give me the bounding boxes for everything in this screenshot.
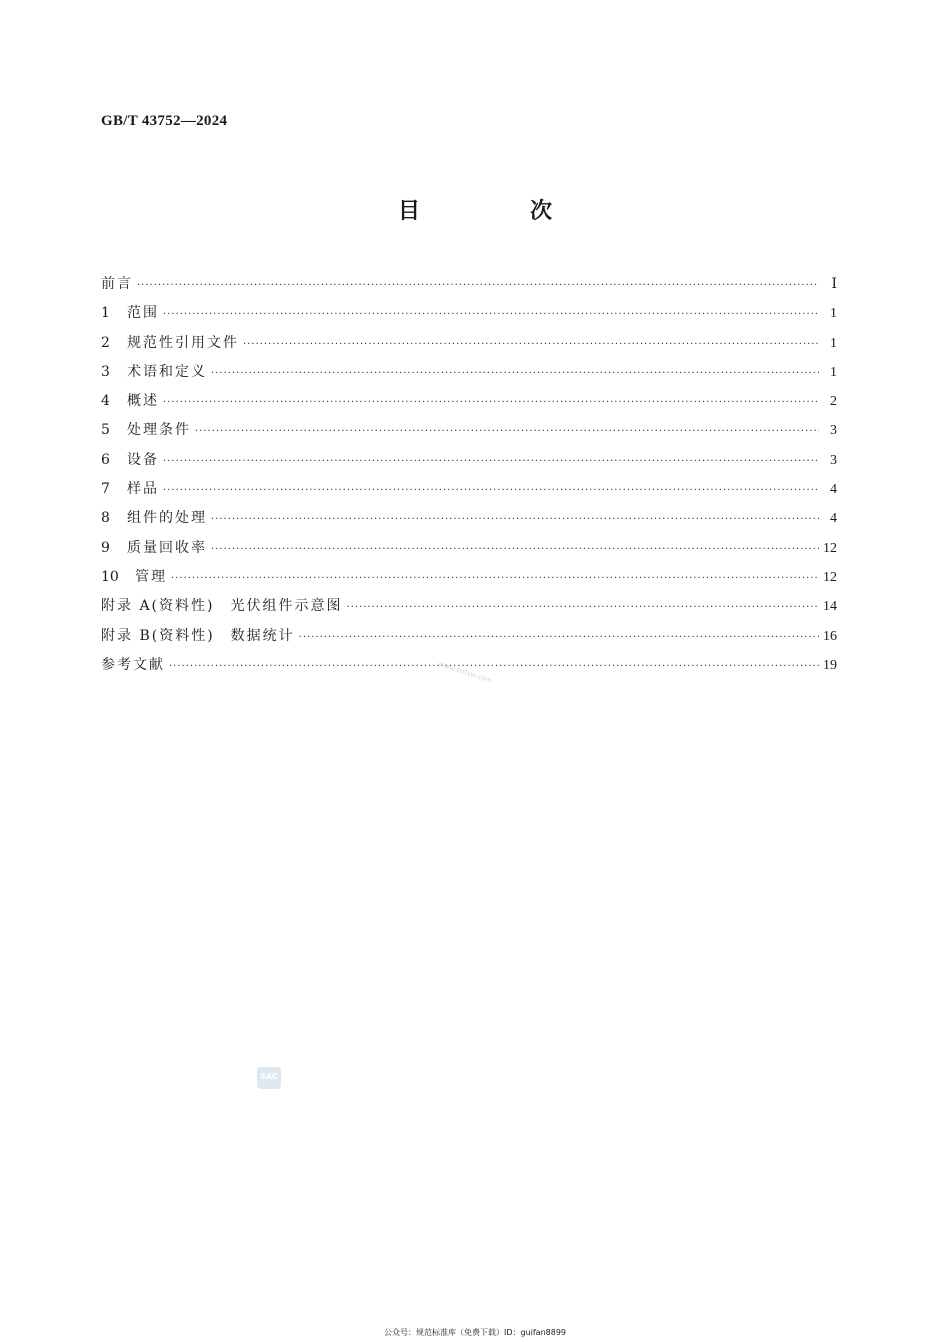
toc-entry-annex-a[interactable] xyxy=(101,595,837,624)
toc-page: 4 xyxy=(830,482,837,498)
toc-label: 6 设备 xyxy=(101,451,159,468)
toc-entry-annex-b[interactable] xyxy=(101,625,837,654)
toc-number: 7 xyxy=(101,481,110,498)
toc-label: 4 概述 xyxy=(101,393,159,410)
toc-page: 3 xyxy=(830,423,837,439)
toc-leader xyxy=(171,573,819,583)
standard-code: GB/T 43752—2024 xyxy=(101,113,228,129)
table-of-contents xyxy=(101,273,837,683)
toc-entry-foreword[interactable] xyxy=(101,273,837,302)
toc-leader xyxy=(211,544,819,554)
toc-leader xyxy=(299,632,819,642)
toc-number: 10 xyxy=(101,568,119,585)
sac-logo-text: SAC xyxy=(260,1072,278,1081)
toc-page: 14 xyxy=(823,599,837,615)
toc-page: 4 xyxy=(830,511,837,527)
toc-number: 6 xyxy=(101,451,110,468)
toc-page: 1 xyxy=(830,335,837,351)
toc-entry-8[interactable] xyxy=(101,507,837,536)
page-title: 目 次 xyxy=(397,199,596,224)
toc-entry-1[interactable] xyxy=(101,302,837,331)
toc-leader xyxy=(163,309,819,319)
toc-page: 12 xyxy=(823,540,837,556)
toc-label: 2 规范性引用文件 xyxy=(101,334,239,351)
toc-leader xyxy=(163,485,819,495)
toc-page: 1 xyxy=(830,306,837,322)
toc-label: 附录 A(资料性) 光伏组件示意图 xyxy=(101,598,343,615)
toc-entry-7[interactable] xyxy=(101,478,837,507)
toc-page: 19 xyxy=(823,657,837,673)
toc-entry-3[interactable] xyxy=(101,361,837,390)
toc-page: 3 xyxy=(830,452,837,468)
toc-number: 2 xyxy=(101,334,110,351)
toc-page: 16 xyxy=(823,628,837,644)
toc-label: 前言 xyxy=(101,276,133,292)
toc-entry-2[interactable] xyxy=(101,332,837,361)
toc-leader xyxy=(195,426,819,436)
toc-label: 10 管理 xyxy=(101,568,167,585)
toc-leader xyxy=(211,514,819,524)
toc-number: 3 xyxy=(101,363,110,380)
toc-number: 8 xyxy=(101,510,110,527)
toc-number: 1 xyxy=(101,305,110,322)
toc-page: 1 xyxy=(830,364,837,380)
toc-label: 7 样品 xyxy=(101,481,159,498)
toc-label: 附录 B(资料性) 数据统计 xyxy=(101,627,295,644)
watermark-text: www.bzfxw.com xyxy=(437,660,494,685)
toc-label: 5 处理条件 xyxy=(101,422,191,439)
toc-leader xyxy=(137,280,819,290)
toc-page: 12 xyxy=(823,569,837,585)
toc-leader xyxy=(346,602,819,612)
toc-entry-9[interactable] xyxy=(101,537,837,566)
toc-label: 3 术语和定义 xyxy=(101,363,207,380)
sac-logo-icon xyxy=(257,1067,281,1089)
toc-label: 1 范围 xyxy=(101,305,159,322)
footer-note: 公众号：规范标准库（免费下载）ID：guifan8899 xyxy=(383,1328,567,1337)
toc-number: 5 xyxy=(101,422,110,439)
toc-leader xyxy=(163,397,819,407)
toc-leader xyxy=(243,339,819,349)
toc-number: 9 xyxy=(101,539,110,556)
toc-entry-5[interactable] xyxy=(101,419,837,448)
toc-page: Ⅰ xyxy=(831,277,837,292)
toc-entry-10[interactable] xyxy=(101,566,837,595)
toc-entry-6[interactable] xyxy=(101,449,837,478)
toc-leader xyxy=(163,456,819,466)
toc-entry-4[interactable] xyxy=(101,390,837,419)
toc-number: 4 xyxy=(101,393,110,410)
toc-page: 2 xyxy=(830,394,837,410)
toc-label: 8 组件的处理 xyxy=(101,510,207,527)
toc-leader xyxy=(169,661,819,671)
toc-label: 参考文献 xyxy=(101,656,165,673)
toc-label: 9 质量回收率 xyxy=(101,539,207,556)
toc-leader xyxy=(211,368,819,378)
